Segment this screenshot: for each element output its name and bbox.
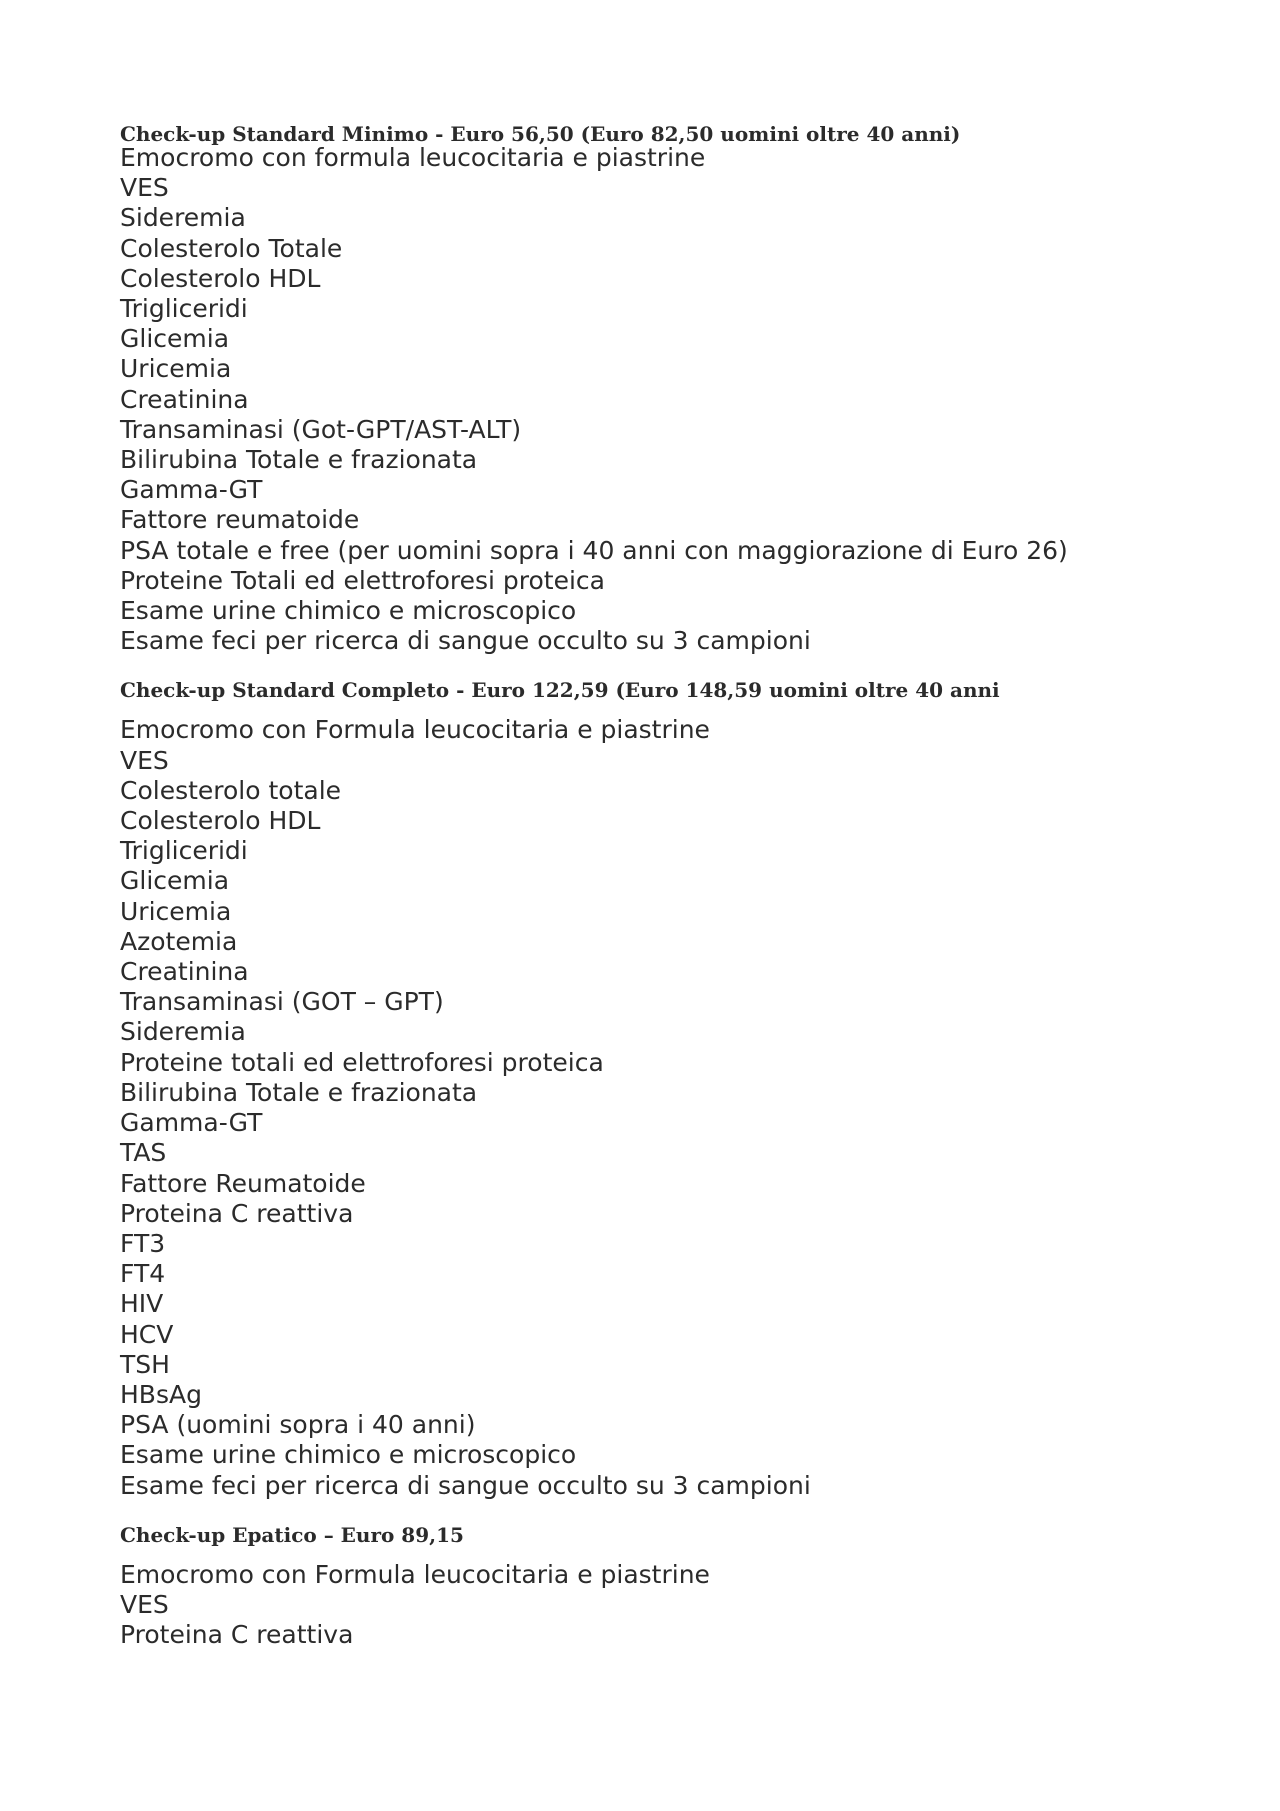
- exam-item: HCV: [120, 1319, 174, 1349]
- exam-item: Esame urine chimico e microscopico: [120, 1440, 577, 1470]
- exam-item: PSA totale e free (per uomini sopra i 40 anni con maggiorazione di Euro 26): [120, 535, 1068, 565]
- exam-item: Trigliceridi: [120, 836, 248, 866]
- exam-item: FT4: [120, 1259, 166, 1289]
- exam-item: Esame urine chimico e microscopico: [120, 596, 577, 626]
- section-title: Check-up Epatico – Euro 89,15: [120, 1522, 464, 1547]
- exam-item: Gamma-GT: [120, 1108, 263, 1138]
- exam-item: Azotemia: [120, 926, 238, 956]
- exam-item: HIV: [120, 1289, 164, 1319]
- exam-item: VES: [120, 1589, 169, 1619]
- exam-list: [120, 715, 1220, 1500]
- exam-item: Transaminasi (Got-GPT/AST-ALT): [120, 414, 522, 444]
- exam-item: Esame feci per ricerca di sangue occulto su 3 campioni: [120, 626, 811, 656]
- exam-item: Esame feci per ricerca di sangue occulto su 3 campioni: [120, 1470, 811, 1500]
- exam-list: [120, 1560, 1220, 1651]
- exam-item: Sideremia: [120, 1017, 246, 1047]
- exam-item: Fattore Reumatoide: [120, 1168, 366, 1198]
- exam-item: Colesterolo HDL: [120, 263, 321, 293]
- exam-item: VES: [120, 173, 169, 203]
- exam-item: Uricemia: [120, 354, 232, 384]
- exam-item: Colesterolo HDL: [120, 806, 321, 836]
- section-title: Check-up Standard Minimo - Euro 56,50 (Euro 82,50 uomini oltre 40 anni): [120, 122, 961, 146]
- exam-item: Creatinina: [120, 384, 249, 414]
- exam-item: HBsAg: [120, 1379, 202, 1409]
- exam-item: Glicemia: [120, 866, 230, 896]
- exam-item: PSA (uomini sopra i 40 anni): [120, 1410, 476, 1440]
- exam-item: VES: [120, 745, 169, 775]
- exam-item: Proteine totali ed elettroforesi proteica: [120, 1047, 604, 1077]
- section-title: Check-up Standard Completo - Euro 122,59 (Euro 148,59 uomini oltre 40 anni: [120, 678, 1000, 703]
- exam-item: Sideremia: [120, 203, 246, 233]
- exam-item: TAS: [120, 1138, 167, 1168]
- exam-item: Glicemia: [120, 324, 230, 354]
- checkup-section: [120, 119, 1220, 656]
- exam-item: Proteina C reattiva: [120, 1620, 354, 1650]
- exam-item: Colesterolo Totale: [120, 233, 343, 263]
- exam-list: [120, 143, 1220, 656]
- exam-item: Emocromo con formula leucocitaria e piastrine: [120, 143, 706, 172]
- exam-item: Bilirubina Totale e frazionata: [120, 445, 478, 475]
- exam-item: Emocromo con Formula leucocitaria e piastrine: [120, 715, 710, 745]
- exam-item: FT3: [120, 1228, 166, 1258]
- exam-item: Proteina C reattiva: [120, 1198, 354, 1228]
- exam-item: Creatinina: [120, 957, 249, 987]
- checkup-section: [120, 1520, 1220, 1651]
- exam-item: Uricemia: [120, 896, 232, 926]
- exam-item: Fattore reumatoide: [120, 505, 360, 535]
- exam-item: Trigliceridi: [120, 294, 248, 324]
- exam-item: Proteine Totali ed elettroforesi proteica: [120, 565, 605, 595]
- checkup-section: [120, 675, 1220, 1500]
- exam-item: Emocromo con Formula leucocitaria e piastrine: [120, 1559, 710, 1589]
- document-page: [120, 119, 1220, 1650]
- exam-item: Transaminasi (GOT – GPT): [120, 987, 444, 1017]
- exam-item: Colesterolo totale: [120, 775, 342, 805]
- exam-item: Gamma-GT: [120, 475, 263, 505]
- exam-item: Bilirubina Totale e frazionata: [120, 1077, 478, 1107]
- exam-item: TSH: [120, 1349, 170, 1379]
